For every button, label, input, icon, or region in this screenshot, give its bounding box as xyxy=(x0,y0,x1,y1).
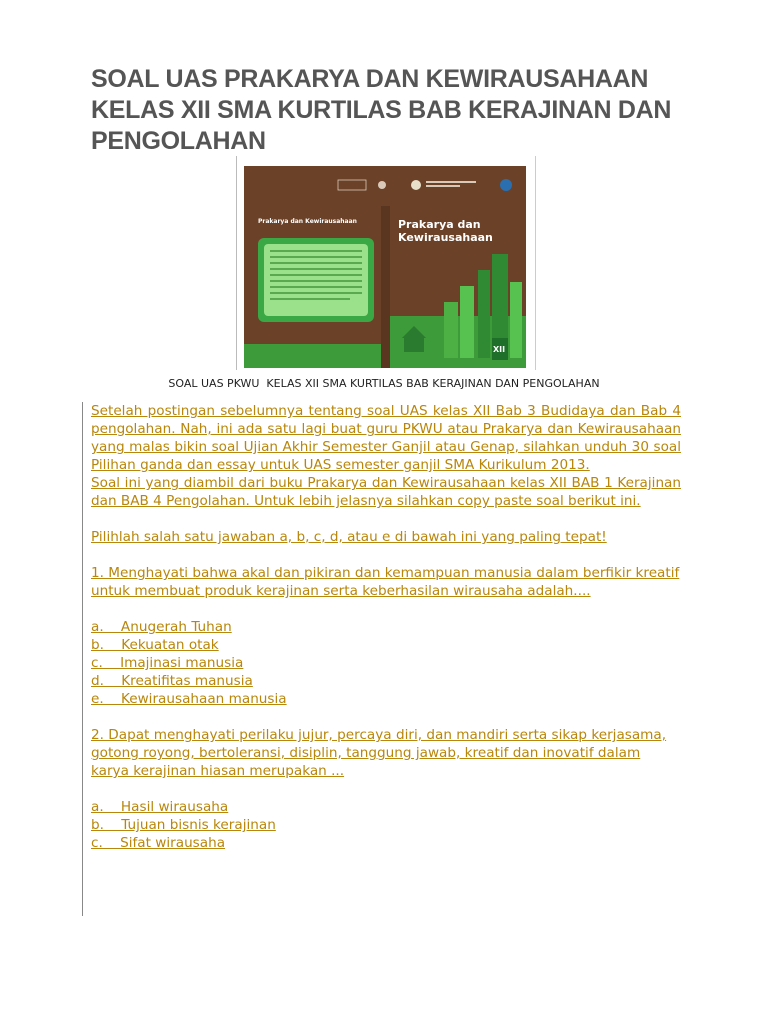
instruction-link[interactable]: Pilihlah salah satu jawaban a, b, c, d, atau e di bawah ini yang paling tepat! xyxy=(91,529,607,545)
question-1-option-c xyxy=(83,654,681,672)
intro-link-1[interactable]: Setelah postingan sebelumnya tentang soal UAS kelas XII Bab 3 Budidaya dan Bab 4 pengolahan. Nah, ini ada satu lagi buat guru PKWU atau Prakarya dan Kewirausahaan yang malas bikin soal Ujian Akhir Semester Ganjil atau Genap, silahkan unduh 30 soal Pilihan ganda dan essay untuk UAS semester ganjil SMA Kurikulum 2013. xyxy=(91,403,681,473)
question-1-option-e xyxy=(83,690,681,708)
question-2-link[interactable]: 2. Dapat menghayati perilaku jujur, percaya diri, dan mandiri serta sikap kerjasama, gotong royong, bertoleransi, disiplin, tanggung jawab, kreatif dan inovatif dalam karya kerajinan hiasan merupakan ... xyxy=(91,727,667,779)
option-link[interactable]: c. Imajinasi manusia xyxy=(91,655,244,671)
question-1-option-d xyxy=(83,672,681,690)
option-link[interactable]: d. Kreatifitas manusia xyxy=(91,673,253,689)
option-link[interactable]: e. Kewirausahaan manusia xyxy=(91,691,287,707)
intro-paragraph-2 xyxy=(83,474,681,510)
intro-paragraph-1 xyxy=(83,402,681,474)
instruction-paragraph xyxy=(83,528,681,546)
question-2-option-b xyxy=(83,816,681,834)
cover-grade-label: XII xyxy=(493,345,506,354)
question-1-option-b xyxy=(83,636,681,654)
cover-front-title-line1: Prakarya dan xyxy=(398,218,481,231)
option-link[interactable]: b. Tujuan bisnis kerajinan xyxy=(91,817,276,833)
cover-front-title xyxy=(398,218,493,244)
option-link[interactable]: a. Anugerah Tuhan xyxy=(91,619,232,635)
question-2-option-a xyxy=(83,798,681,816)
page-title: SOAL UAS PRAKARYA DAN KEWIRAUSAHAAN KELAS XII SMA KURTILAS BAB KERAJINAN DAN PENGOLAHAN xyxy=(91,65,672,155)
question-2 xyxy=(83,726,681,780)
book-cover-image xyxy=(244,166,526,368)
question-1-option-a xyxy=(83,618,681,636)
option-link[interactable]: a. Hasil wirausaha xyxy=(91,799,229,815)
cover-front-title-line2: Kewirausahaan xyxy=(398,231,493,244)
book-cover-art xyxy=(244,166,526,368)
question-1-link[interactable]: 1. Menghayati bahwa akal dan pikiran dan kemampuan manusia dalam berfikir kreatif untuk membuat produk kerajinan serta keberhasilan wirausaha adalah.... xyxy=(91,565,680,599)
option-link[interactable]: c. Sifat wirausaha xyxy=(91,835,226,851)
cover-back-title: Prakarya dan Kewirausahaan xyxy=(258,218,357,225)
article-content xyxy=(82,402,681,916)
intro-link-2[interactable]: Soal ini yang diambil dari buku Prakarya dan Kewirausahaan kelas XII BAB 1 Kerajinan dan BAB 4 Pengolahan. Untuk lebih jelasnya silahkan copy paste soal berikut ini. xyxy=(91,475,681,509)
question-2-option-c xyxy=(83,834,681,852)
image-caption: SOAL UAS PKWU KELAS XII SMA KURTILAS BAB KERAJINAN DAN PENGOLAHAN xyxy=(168,377,600,390)
option-link[interactable]: b. Kekuatan otak xyxy=(91,637,219,653)
question-1 xyxy=(83,564,681,600)
